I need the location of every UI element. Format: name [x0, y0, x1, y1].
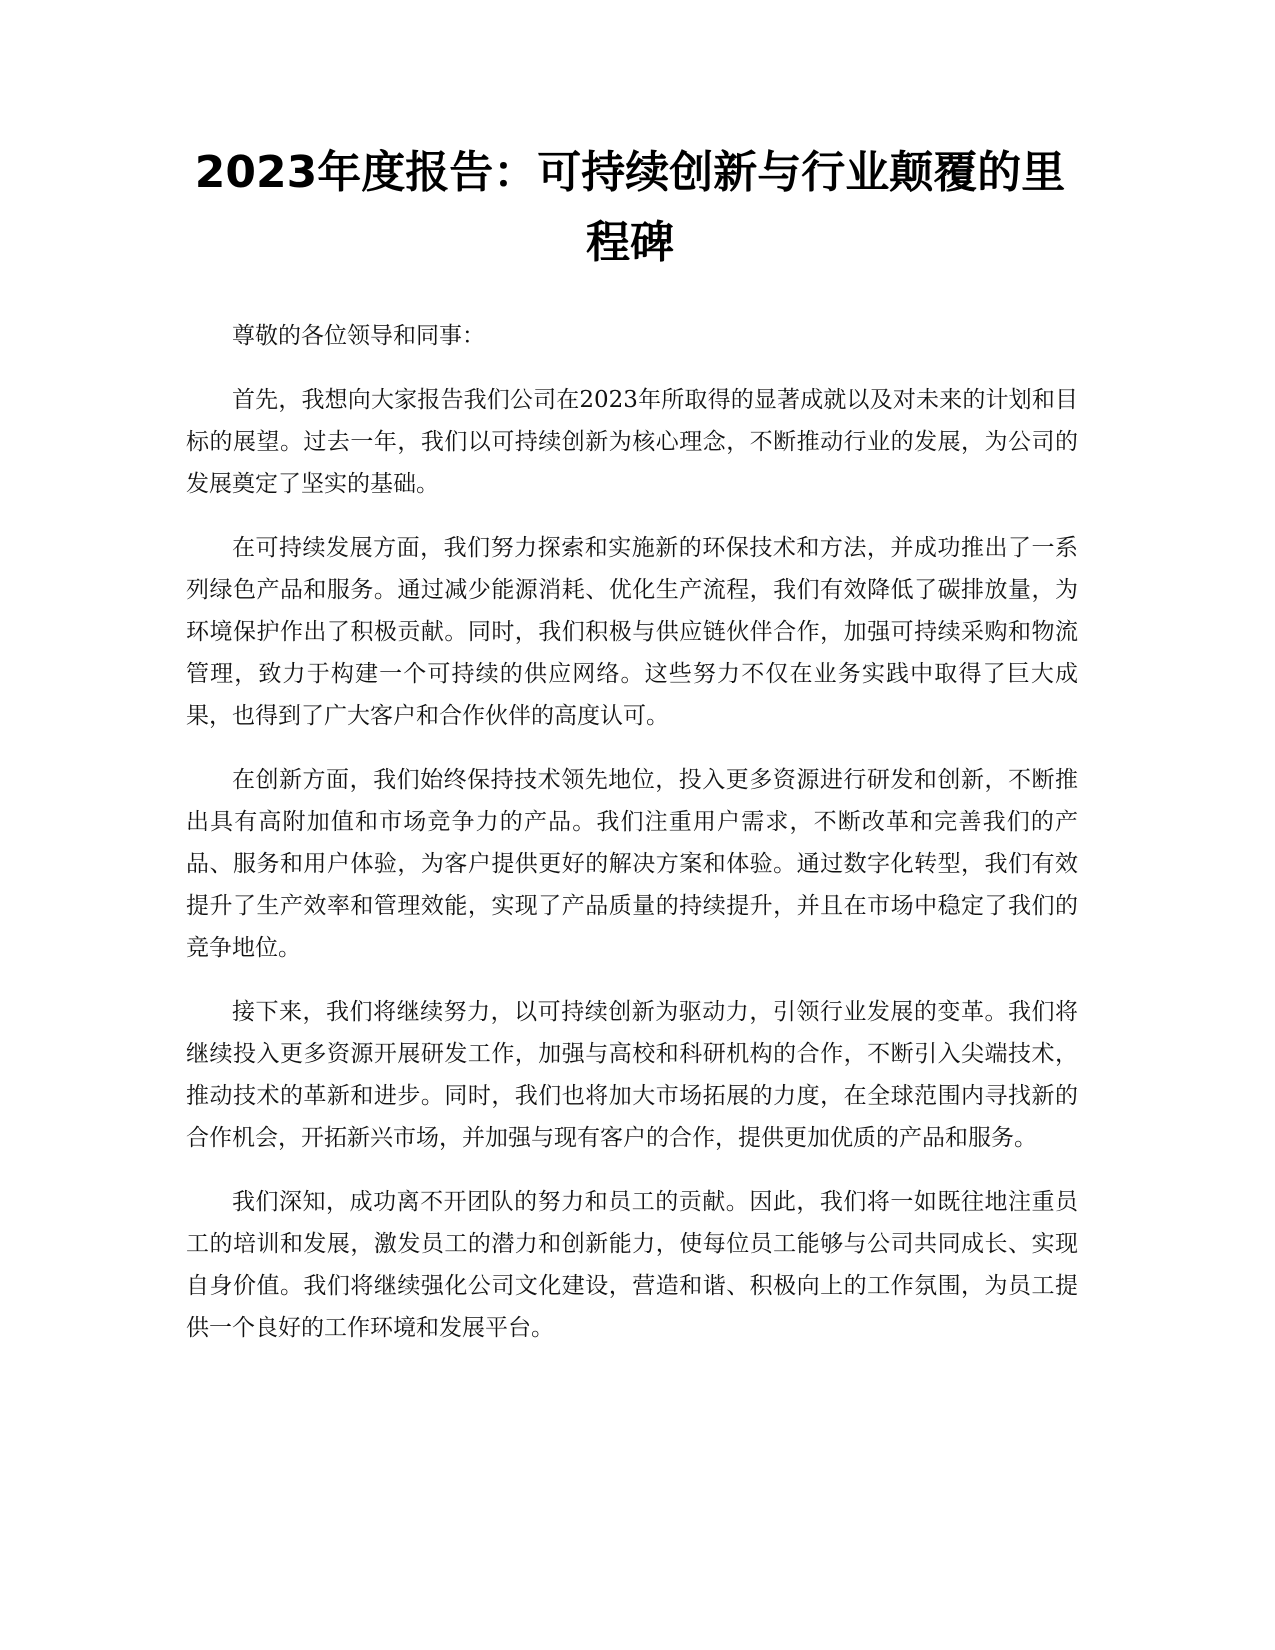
paragraph-1: 首先，我想向大家报告我们公司在2023年所取得的显著成就以及对未来的计划和目标的展望。过去一年，我们以可持续创新为核心理念，不断推动行业的发展，为公司的发展奠定了坚实的基础。: [186, 387, 1078, 497]
salutation: 尊敬的各位领导和同事：: [232, 323, 485, 349]
paragraph-4: 接下来，我们将继续努力，以可持续创新为驱动力，引领行业发展的变革。我们将继续投入更多资源开展研发工作，加强与高校和科研机构的合作，不断引入尖端技术，推动技术的革新和进步。同时，我们也将加大市场拓展的力度，在全球范围内寻找新的合作机会，开拓新兴市场，并加强与现有客户的合作，提供更加优质的产品和服务。: [186, 999, 1078, 1151]
document-body: [186, 315, 1078, 1371]
paragraph-2: 在可持续发展方面，我们努力探索和实施新的环保技术和方法，并成功推出了一系列绿色产品和服务。通过减少能源消耗、优化生产流程，我们有效降低了碳排放量，为环境保护作出了积极贡献。同时，我们积极与供应链伙伴合作，加强可持续采购和物流管理，致力于构建一个可持续的供应网络。这些努力不仅在业务实践中取得了巨大成果，也得到了广大客户和合作伙伴的高度认可。: [186, 535, 1078, 729]
document-title: 2023年度报告：可持续创新与行业颠覆的里程碑: [194, 147, 1066, 268]
paragraph-3: 在创新方面，我们始终保持技术领先地位，投入更多资源进行研发和创新，不断推出具有高附加值和市场竞争力的产品。我们注重用户需求，不断改革和完善我们的产品、服务和用户体验，为客户提供更好的解决方案和体验。通过数字化转型，我们有效提升了生产效率和管理效能，实现了产品质量的持续提升，并且在市场中稳定了我们的竞争地位。: [186, 767, 1078, 961]
paragraph-5: 我们深知，成功离不开团队的努力和员工的贡献。因此，我们将一如既往地注重员工的培训和发展，激发员工的潜力和创新能力，使每位员工能够与公司共同成长、实现自身价值。我们将继续强化公司文化建设，营造和谐、积极向上的工作氛围，为员工提供一个良好的工作环境和发展平台。: [186, 1189, 1078, 1341]
